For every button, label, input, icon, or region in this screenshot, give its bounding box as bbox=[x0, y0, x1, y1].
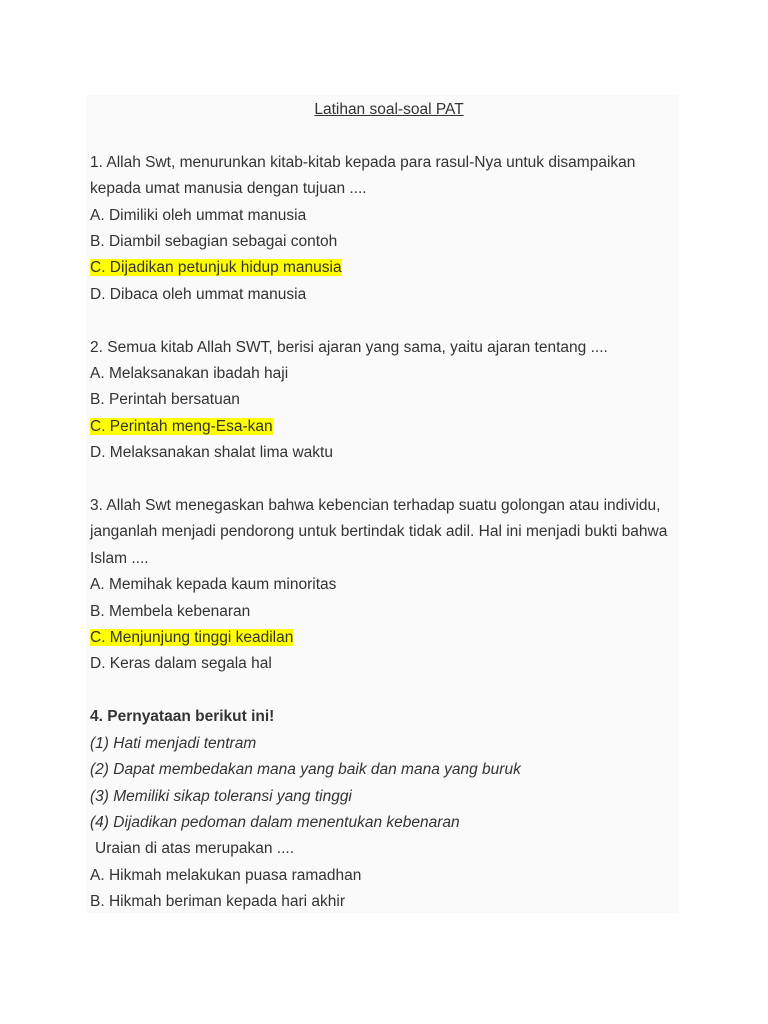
question-stem: 4. Pernyataan berikut ini! bbox=[90, 708, 275, 726]
option-c-highlighted: C. Menjunjung tinggi keadilan bbox=[90, 629, 294, 647]
option-b: B. Hikmah beriman kepada hari akhir bbox=[90, 893, 346, 911]
statement-4: (4) Dijadikan pedoman dalam menentukan kebenaran bbox=[90, 813, 460, 831]
option-b: B. Diambil sebagian sebagai contoh bbox=[90, 233, 338, 251]
question-1 bbox=[90, 150, 680, 308]
page-title: Latihan soal-soal PAT bbox=[314, 101, 464, 118]
option-c-highlighted: C. Dijadikan petunjuk hidup manusia bbox=[90, 259, 342, 277]
question-3 bbox=[90, 493, 680, 678]
document-content bbox=[90, 97, 680, 916]
option-b: B. Perintah bersatuan bbox=[90, 391, 240, 409]
statement-2: (2) Dapat membedakan mana yang baik dan mana yang buruk bbox=[90, 761, 521, 779]
option-d: D. Keras dalam segala hal bbox=[90, 655, 272, 673]
question-stem: 2. Semua kitab Allah SWT, berisi ajaran yang sama, yaitu ajaran tentang .... bbox=[90, 338, 608, 356]
option-a: A. Memihak kepada kaum minoritas bbox=[90, 576, 337, 594]
question-2 bbox=[90, 335, 680, 467]
question-stem: 3. Allah Swt menegaskan bahwa kebencian terhadap suatu golongan atau individu, janganlah menjadi pendorong untuk bertindak tidak adil. Hal ini menjadi bukti bahwa Islam .... bbox=[90, 497, 668, 567]
question-stem: 1. Allah Swt, menurunkan kitab-kitab kepada para rasul-Nya untuk disampaikan kepada umat manusia dengan tujuan .... bbox=[90, 153, 636, 198]
option-a: A. Dimiliki oleh ummat manusia bbox=[90, 206, 307, 224]
option-a: A. Melaksanakan ibadah haji bbox=[90, 365, 289, 383]
question-prompt: Uraian di atas merupakan .... bbox=[95, 840, 295, 858]
option-d: D. Melaksanakan shalat lima waktu bbox=[90, 444, 333, 462]
option-d: D. Dibaca oleh ummat manusia bbox=[90, 285, 307, 303]
statement-3: (3) Memiliki sikap toleransi yang tinggi bbox=[90, 787, 352, 805]
option-a: A. Hikmah melakukan puasa ramadhan bbox=[90, 866, 362, 884]
question-4 bbox=[90, 704, 680, 915]
option-b: B. Membela kebenaran bbox=[90, 602, 251, 620]
option-c-highlighted: C. Perintah meng-Esa-kan bbox=[90, 417, 273, 435]
statement-1: (1) Hati menjadi tentram bbox=[90, 734, 257, 752]
